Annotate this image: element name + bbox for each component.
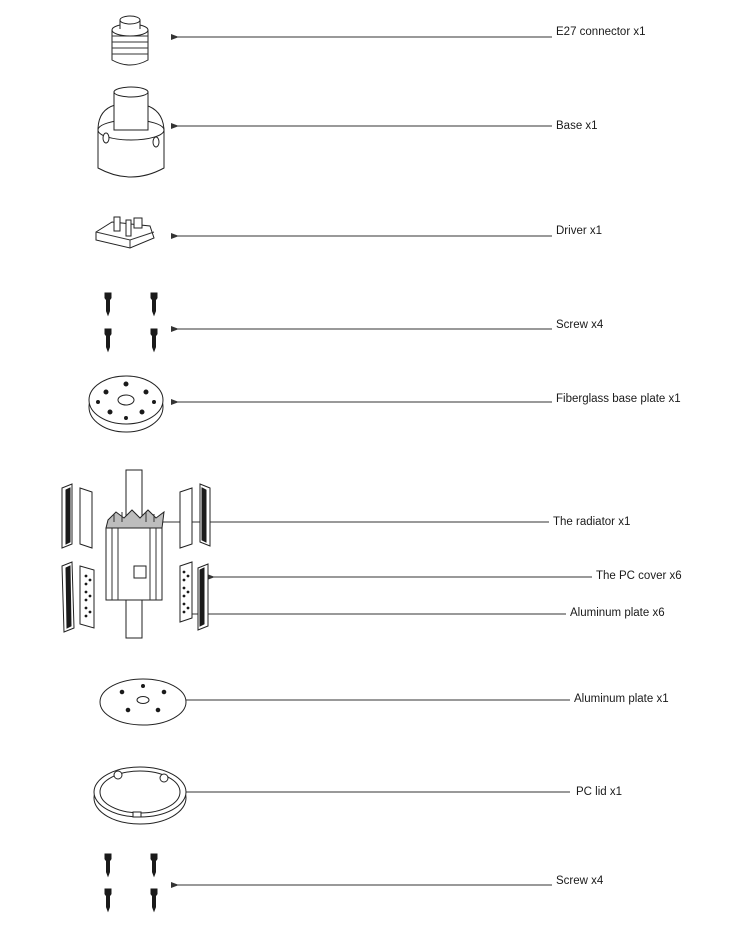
screws-bottom-illustration: [105, 854, 157, 911]
label-pc-lid: PC lid x1: [576, 786, 623, 798]
fiberglass-base-plate-illustration: [89, 376, 163, 432]
label-screw-bottom: Screw x4: [556, 875, 604, 887]
label-aluminum-plate-6: Aluminum plate x6: [570, 607, 665, 619]
label-fiberglass-base-plate: Fiberglass base plate x1: [556, 393, 681, 405]
pc-lid-illustration: [94, 767, 186, 824]
base-illustration: [98, 87, 164, 177]
screws-top-illustration: [105, 293, 157, 351]
leader-lines: [164, 37, 592, 885]
label-radiator: The radiator x1: [553, 516, 631, 528]
label-screw-top: Screw x4: [556, 319, 604, 331]
driver-illustration: [96, 217, 154, 248]
label-e27-connector: E27 connector x1: [556, 26, 646, 38]
label-base: Base x1: [556, 120, 598, 132]
e27-connector-illustration: [112, 16, 148, 65]
label-pc-cover: The PC cover x6: [596, 570, 682, 582]
label-aluminum-plate-1: Aluminum plate x1: [574, 693, 669, 705]
radiator-assembly-illustration: [62, 470, 210, 638]
aluminum-plate-single-illustration: [100, 679, 186, 725]
label-driver: Driver x1: [556, 225, 603, 237]
